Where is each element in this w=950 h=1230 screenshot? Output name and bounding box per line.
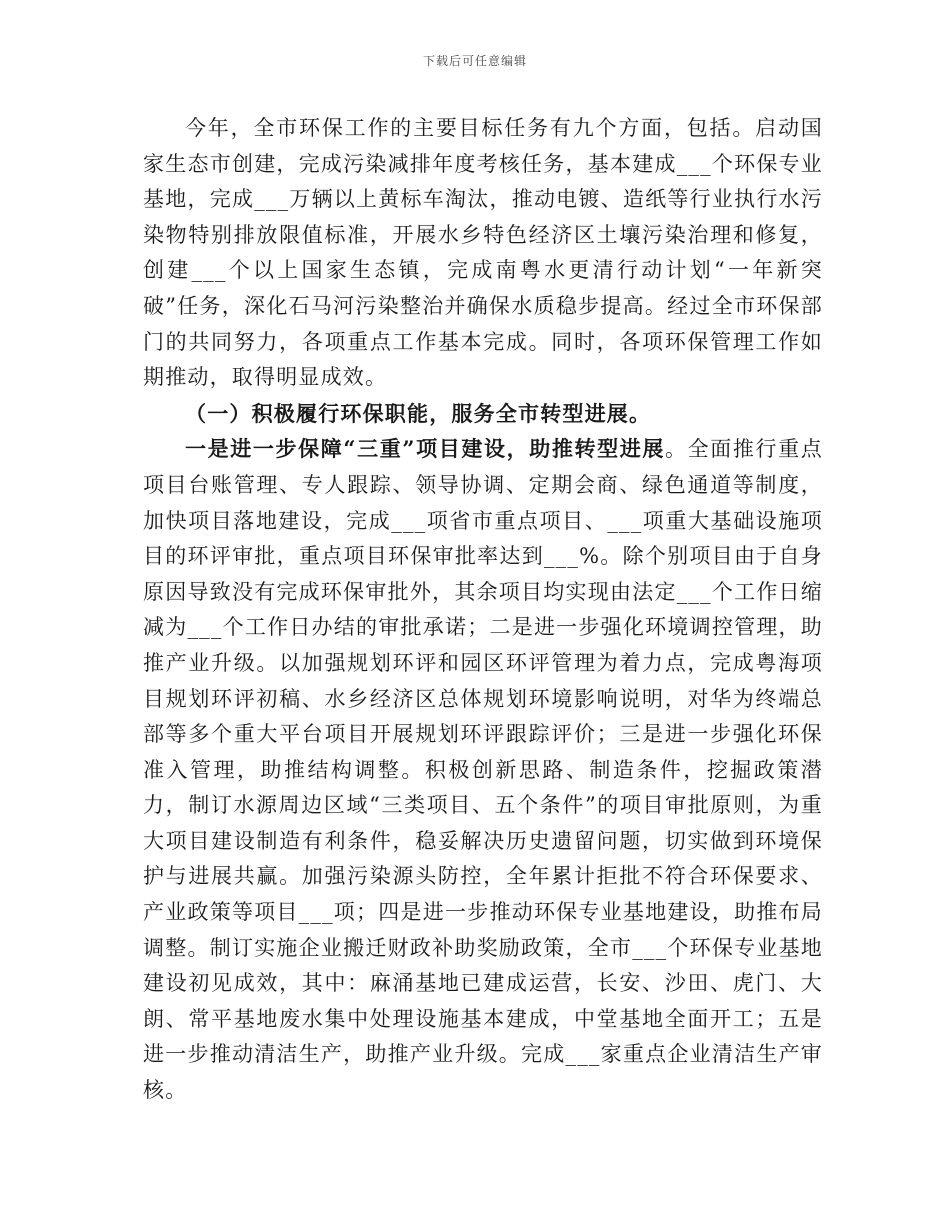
document-body [143, 111, 823, 1109]
section-heading: （一）积极履行环保职能，服务全市转型进展。 [185, 400, 652, 426]
paragraph-main-goals: 今年，全市环保工作的主要目标任务有九个方面，包括。启动国家生态市创建，完成污染减排年度考核任务，基本建成___个环保专业基地，完成___万辆以上黄标车淘汰，推动电镀、造纸等行业执行水污染物特别排放限值标准，开展水乡特色经济区土壤污染治理和修复，创建___个以上国家生态镇，完成南粤水更清行动计划“一年新突破”任务，深化石马河污染整治并确保水质稳步提高。经过全市环保部门的共同努力，各项重点工作基本完成。同时，各项环保管理工作如期推动，取得明显成效。 [143, 116, 823, 390]
paragraph-body-text: 。全面推行重点项目台账管理、专人跟踪、领导协调、定期会商、绿色通道等制度，加快项目落地建设，完成___项省市重点项目、___项重大基础设施项目的环评审批，重点项目环保审批率达到___%。除个别项目由于自身原因导致没有完成环保审批外，其余项目均实现由法定___个工作日缩减为___个工作日办结的审批承诺；二是进一步强化环境调控管理，助推产业升级。以加强规划环评和园区环评管理为着力点，完成粤海项目规划环评初稿、水乡经济区总体规划环境影响说明，对华为终端总部等多个重大平台项目开展规划环评跟踪评价；三是进一步强化环保准入管理，助推结构调整。积极创新思路、制造条件，挖掘政策潜力，制订水源周边区域“三类项目、五个条件”的项目审批原则，为重大项目建设制造有利条件，稳妥解决历史遗留问题，切实做到环境保护与进展共赢。加强污染源头防控，全年累计拒批不符合环保要求、产业政策等项目___项；四是进一步推动环保专业基地建设，助推布局调整。制订实施企业搬迁财政补助奖励政策，全市___个环保专业基地建设初见成效，其中：麻涌基地已建成运营，长安、沙田、虎门、大朗、常平基地废水集中处理设施基本建成，中堂基地全面开工；五是进一步推动清洁生产，助推产业升级。完成___家重点企业清洁生产审核。 [143, 437, 823, 1103]
paragraph-lead-bold: 一是进一步保障“三重”项目建设，助推转型进展 [185, 436, 666, 462]
page-header: 下载后可任意编辑 [422, 54, 527, 68]
paragraph-project-construction [143, 431, 823, 1108]
